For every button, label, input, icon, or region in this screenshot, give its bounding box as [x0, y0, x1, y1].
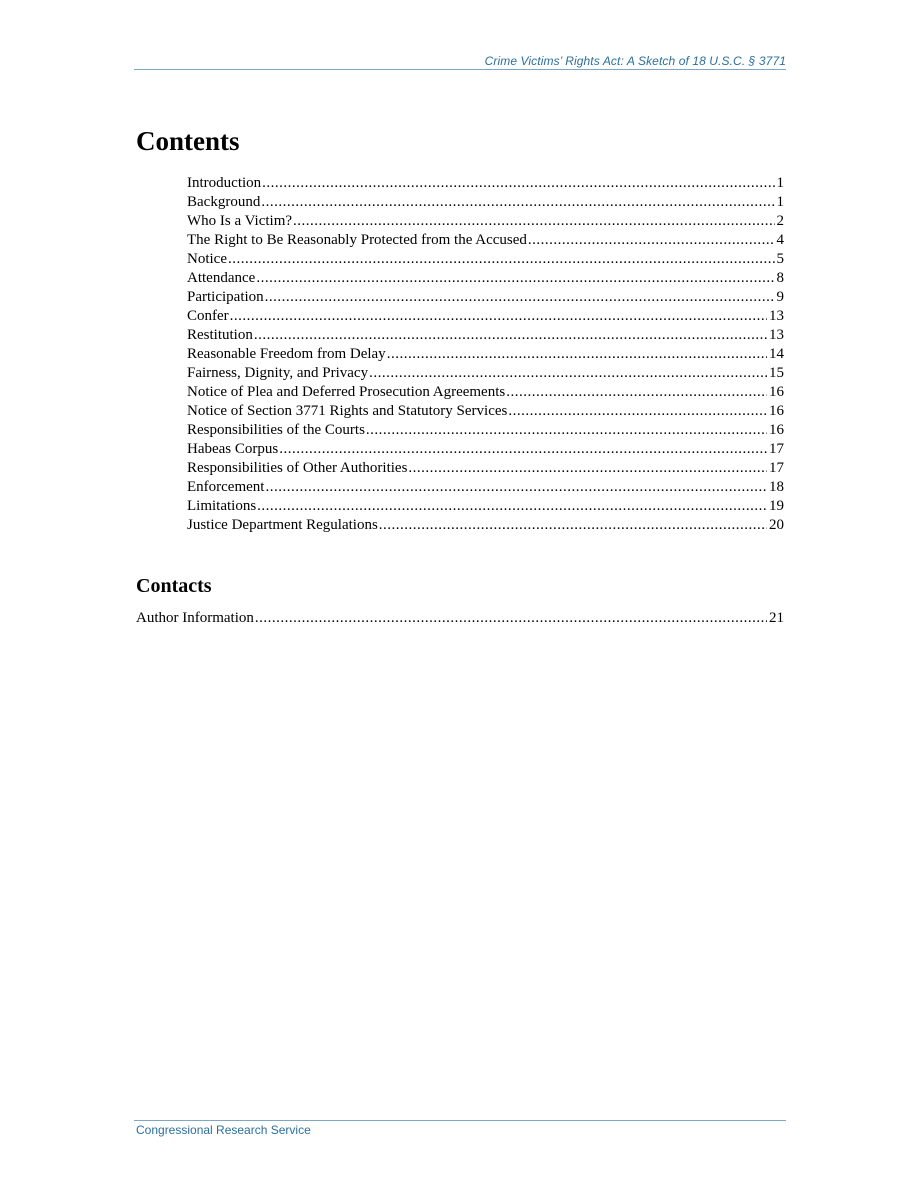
toc-entry-title: The Right to Be Reasonably Protected from the Accused — [187, 232, 527, 248]
footer-publisher: Congressional Research Service — [136, 1123, 311, 1137]
contents-list — [187, 174, 784, 535]
toc-leader-dots — [387, 345, 767, 364]
toc-entry-page: 21 — [769, 610, 784, 626]
toc-leader-dots — [265, 288, 775, 307]
footer-rule — [134, 1120, 786, 1121]
header-rule — [134, 69, 786, 70]
toc-leader-dots — [506, 383, 767, 402]
toc-entry-page: 2 — [776, 213, 784, 229]
toc-entry[interactable] — [187, 459, 784, 478]
toc-entry[interactable] — [187, 307, 784, 326]
toc-entry-page: 1 — [776, 194, 784, 210]
toc-leader-dots — [408, 459, 767, 478]
toc-entry[interactable] — [187, 364, 784, 383]
toc-entry-page: 16 — [769, 384, 784, 400]
toc-entry-title: Participation — [187, 289, 264, 305]
toc-entry[interactable] — [187, 269, 784, 288]
toc-entry[interactable] — [187, 250, 784, 269]
toc-entry-title: Enforcement — [187, 479, 265, 495]
toc-entry[interactable] — [187, 345, 784, 364]
toc-entry-title: Justice Department Regulations — [187, 517, 378, 533]
toc-entry[interactable] — [187, 174, 784, 193]
toc-entry-title: Limitations — [187, 498, 257, 514]
toc-entry[interactable] — [187, 193, 784, 212]
toc-entry-title: Notice of Plea and Deferred Prosecution Agreements — [187, 384, 506, 400]
toc-leader-dots — [265, 478, 767, 497]
toc-entry[interactable] — [187, 231, 784, 250]
toc-entry[interactable] — [187, 440, 784, 459]
toc-leader-dots — [228, 250, 775, 269]
toc-entry-page: 17 — [769, 460, 784, 476]
toc-entry[interactable] — [136, 609, 784, 628]
toc-entry[interactable] — [187, 402, 784, 421]
toc-entry-page: 15 — [769, 365, 784, 381]
toc-entry-page: 4 — [776, 232, 784, 248]
toc-leader-dots — [528, 231, 775, 250]
toc-leader-dots — [279, 440, 767, 459]
toc-entry-page: 1 — [776, 175, 784, 191]
toc-entry[interactable] — [187, 326, 784, 345]
contents-heading: Contents — [136, 126, 240, 156]
toc-entry-title: Responsibilities of Other Authorities — [187, 460, 408, 476]
toc-entry-page: 19 — [769, 498, 784, 514]
toc-leader-dots — [369, 364, 767, 383]
toc-entry-title: Attendance — [187, 270, 256, 286]
toc-entry-title: Restitution — [187, 327, 253, 343]
toc-entry-title: Who Is a Victim? — [187, 213, 293, 229]
toc-leader-dots — [257, 497, 767, 516]
toc-entry[interactable] — [187, 288, 784, 307]
toc-entry[interactable] — [187, 421, 784, 440]
toc-leader-dots — [254, 326, 767, 345]
toc-entry-page: 5 — [776, 251, 784, 267]
toc-entry-page: 8 — [776, 270, 784, 286]
toc-entry-title: Responsibilities of the Courts — [187, 422, 365, 438]
toc-entry-title: Notice — [187, 251, 227, 267]
toc-entry-title: Introduction — [187, 175, 262, 191]
toc-leader-dots — [261, 193, 774, 212]
toc-leader-dots — [262, 174, 774, 193]
toc-leader-dots — [256, 269, 774, 288]
toc-entry-page: 13 — [769, 327, 784, 343]
toc-entry-page: 17 — [769, 441, 784, 457]
toc-entry-page: 20 — [769, 517, 784, 533]
toc-entry-title: Author Information — [136, 610, 254, 626]
toc-leader-dots — [230, 307, 767, 326]
toc-leader-dots — [255, 609, 767, 628]
toc-entry-page: 13 — [769, 308, 784, 324]
toc-entry[interactable] — [187, 478, 784, 497]
toc-entry-page: 16 — [769, 403, 784, 419]
contacts-heading: Contacts — [136, 575, 212, 597]
toc-entry[interactable] — [187, 497, 784, 516]
toc-entry-title: Fairness, Dignity, and Privacy — [187, 365, 369, 381]
toc-entry[interactable] — [187, 383, 784, 402]
toc-entry-title: Habeas Corpus — [187, 441, 279, 457]
toc-entry-page: 14 — [769, 346, 784, 362]
toc-entry-page: 18 — [769, 479, 784, 495]
toc-entry[interactable] — [187, 516, 784, 535]
toc-leader-dots — [293, 212, 774, 231]
toc-leader-dots — [366, 421, 767, 440]
contacts-list — [136, 609, 784, 628]
toc-entry-page: 9 — [776, 289, 784, 305]
toc-entry-title: Notice of Section 3771 Rights and Statutory Services — [187, 403, 508, 419]
toc-entry-page: 16 — [769, 422, 784, 438]
toc-entry-title: Confer — [187, 308, 229, 324]
running-header: Crime Victims’ Rights Act: A Sketch of 18 U.S.C. § 3771 — [484, 54, 786, 68]
toc-leader-dots — [379, 516, 767, 535]
toc-entry-title: Reasonable Freedom from Delay — [187, 346, 386, 362]
toc-entry[interactable] — [187, 212, 784, 231]
toc-leader-dots — [508, 402, 767, 421]
toc-entry-title: Background — [187, 194, 261, 210]
